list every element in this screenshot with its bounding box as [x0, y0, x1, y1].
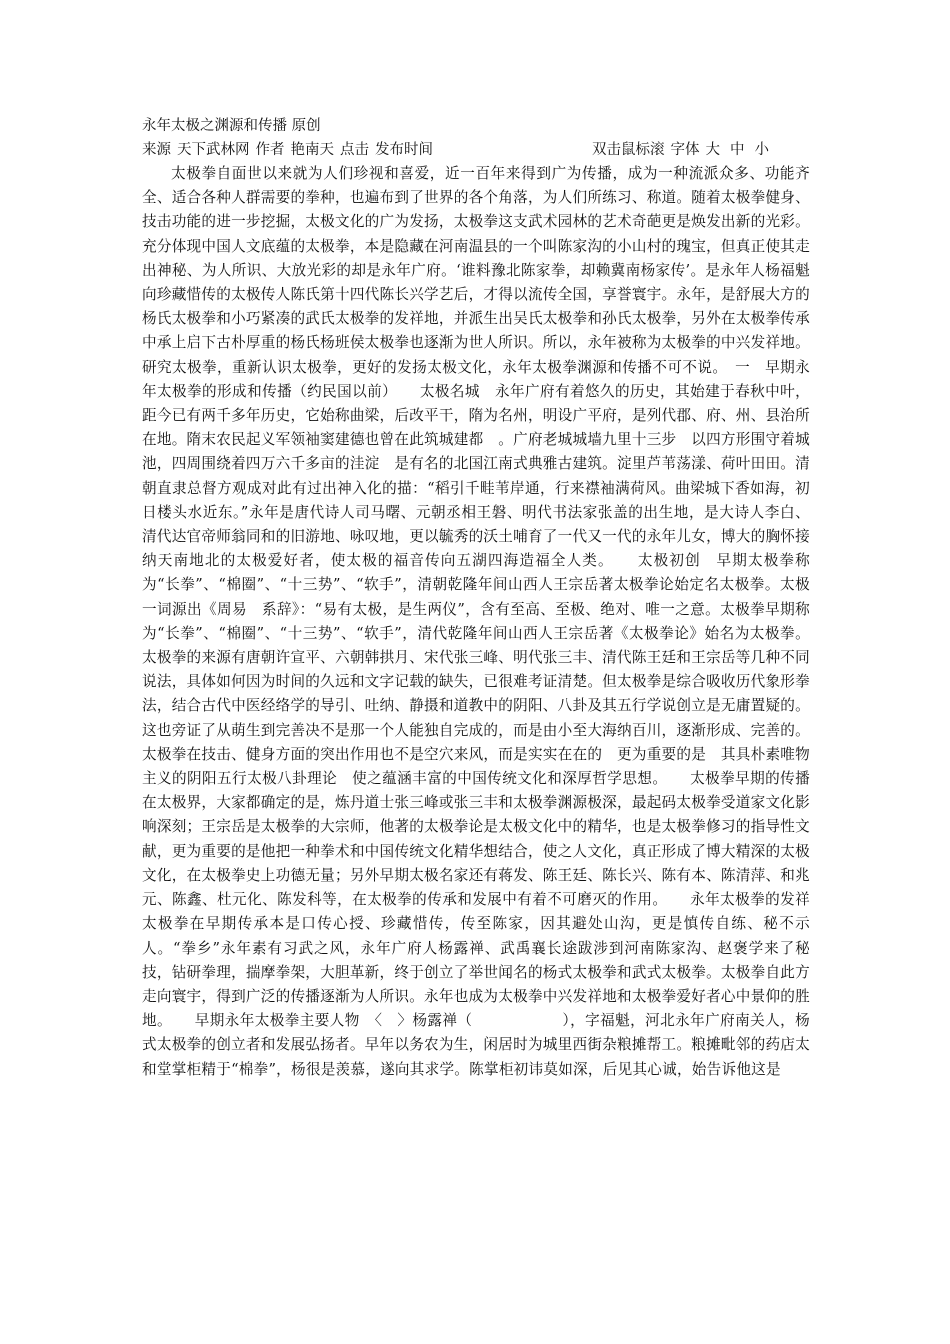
document-page — [142, 114, 825, 1082]
font-size-small-button[interactable]: 小 — [754, 142, 769, 158]
font-size-label: 字体 — [670, 142, 700, 158]
scroll-hint: 双击鼠标滚 — [592, 142, 665, 158]
article-meta — [142, 138, 810, 162]
article-body: 太极拳自面世以来就为人们珍视和喜爱，近一百年来得到广为传播，成为一种流派众多、功能齐全、适合各种人群需要的拳种，也遍布到了世界的各个角落，为人们所练习、称道。随着太极拳健身、技击功能的进一步挖掘，太极文化的广为发扬，太极拳这支武术园林的艺术奇葩更是焕发出新的光彩。充分体现中国人文底蕴的太极拳，本是隐藏在河南温县的一个叫陈家沟的小山村的瑰宝，但真正使其走出神秘、为人所识、大放光彩的却是永年广府。‘谁料豫北陈家拳，却赖冀南杨家传’。是永年人杨福魁向珍藏惜传的太极传人陈氏第十四代陈长兴学艺后，才得以流传全国，享誉寰宇。永年，是舒展大方的杨氏太极拳和小巧紧凑的武氏太极拳的发祥地，并派生出吴氏太极拳和孙氏太极拳，另外在太极拳传承中承上启下古朴厚重的杨氏杨班侯太极拳也逐渐为世人所识。所以，永年被称为太极拳的中兴发祥地。研究太极拳，重新认识太极拳，更好的发扬太极文化，永年太极拳渊源和传播不可不说。 一 早期永年太极拳的形成和传播（约民国以前） 太极名城 永年广府有着悠久的历史，其始建于春秋中叶，距今已有两千多年历史，它始称曲梁，后改平干，隋为名州，明设广平府，是列代郡、府、州、县治所在地。隋末农民起义军领袖窦建德也曾在此筑城建都 。广府老城城墙九里十三步 以四方形围守着城池，四周围绕着四万六千多亩的洼淀 是有名的北国江南式典雅古建筑。淀里芦苇荡漾、荷叶田田。清朝直隶总督方观成对此有过出神入化的描：“稻引千畦苇岸通，行来襟袖满荷风。曲梁城下香如海，初日楼头水近东。”永年是唐代诗人司马曙、元朝丞相王磐、明代书法家张盖的出生地，是大诗人李白、清代达官帝师翁同和的旧游地、咏叹地，更以毓秀的沃土哺育了一代又一代的永年儿女，博大的胸怀接纳天南地北的太极爱好者，使太极的福音传向五湖四海造福全人类。 太极初创 早期太极拳称为“长拳”、“棉圈”、“十三势”、“软手”，清朝乾隆年间山西人王宗岳著太极拳论始定名太极拳。太极一词源出《周易 系辞》：“易有太极，是生两仪”，含有至高、至极、绝对、唯一之意。太极拳早期称为“长拳”、“棉圈”、“十三势”、“软手”，清代乾隆年间山西人王宗岳著《太极拳论》始名为太极拳。太极拳的来源有唐朝许宣平、六朝韩拱月、宋代张三峰、明代张三丰、清代陈王廷和王宗岳等几种不同说法，具体如何因为时间的久远和文字记载的缺失，已很难考证清楚。但太极拳是综合吸收历代象形拳法，结合古代中医经络学的导引、吐纳、静摄和道教中的阴阳、八卦及其五行学说创立是无庸置疑的。这也旁证了从萌生到完善决不是那一个人能独自完成的，而是由小至大海纳百川，逐渐形成、完善的。太极拳在技击、健身方面的突出作用也不是空穴来风，而是实实在在的 更为重要的是 其具朴素唯物主义的阴阳五行太极八卦理论 使之蕴涵丰富的中国传统文化和深厚哲学思想。 太极拳早期的传播 在太极界，大家都确定的是，炼丹道士张三峰或张三丰和太极拳渊源极深，最起码太极拳受道家文化影响深刻；王宗岳是太极拳的大宗师，他著的太极拳论是太极文化中的精华，也是太极拳修习的指导性文献，更为重要的是他把一种拳术和中国传统文化精华想结合，使之人文化，真正形成了博大精深的太极文化，在太极拳史上功德无量；另外早期太极名家还有蒋发、陈王廷、陈长兴、陈有本、陈清萍、和兆元、陈鑫、杜元化、陈发科等，在太极拳的传承和发展中有着不可磨灭的作用。 永年太极拳的发祥 太极拳在早期传承本是口传心授、珍藏惜传，传至陈家，因其避处山沟，更是慎传自练、秘不示人。“拳乡”永年素有习武之风，永年广府人杨露禅、武禹襄长途跋涉到河南陈家沟、赵褒学来了秘技，钻研拳理，揣摩拳架，大胆革新，终于创立了举世闻名的杨式太极拳和武式太极拳。太极拳自此方走向寰宇，得到广泛的传播逐渐为人所识。永年也成为太极拳中兴发祥地和太极拳爱好者心中景仰的胜地。 早期永年太极拳主要人物 〈 〉杨露禅（ ），字福魁，河北永年广府南关人，杨式太极拳的创立者和发展弘扬者。早年以务农为生，闲居时为城里西街杂粮摊帮工。粮摊毗邻的药店太和堂掌柜精于“棉拳”，杨很是羡慕，遂向其求学。陈掌柜初讳莫如深，后见其心诚，始告诉他这是 — [142, 165, 825, 1078]
clicks-label: 点击 — [340, 142, 369, 158]
article-title: 永年太极之渊源和传播 原创 — [142, 118, 321, 134]
meta-right — [592, 138, 779, 162]
source-value[interactable]: 天下武林网 — [177, 142, 250, 158]
meta-left — [142, 142, 439, 158]
author-label: 作者 — [255, 142, 285, 158]
author-value: 艳南天 — [290, 142, 334, 158]
font-size-medium-button[interactable]: 中 — [730, 142, 745, 158]
published-label: 发布时间 — [375, 142, 433, 158]
source-label: 来源 — [142, 142, 171, 158]
font-size-large-button[interactable]: 大 — [705, 142, 720, 158]
